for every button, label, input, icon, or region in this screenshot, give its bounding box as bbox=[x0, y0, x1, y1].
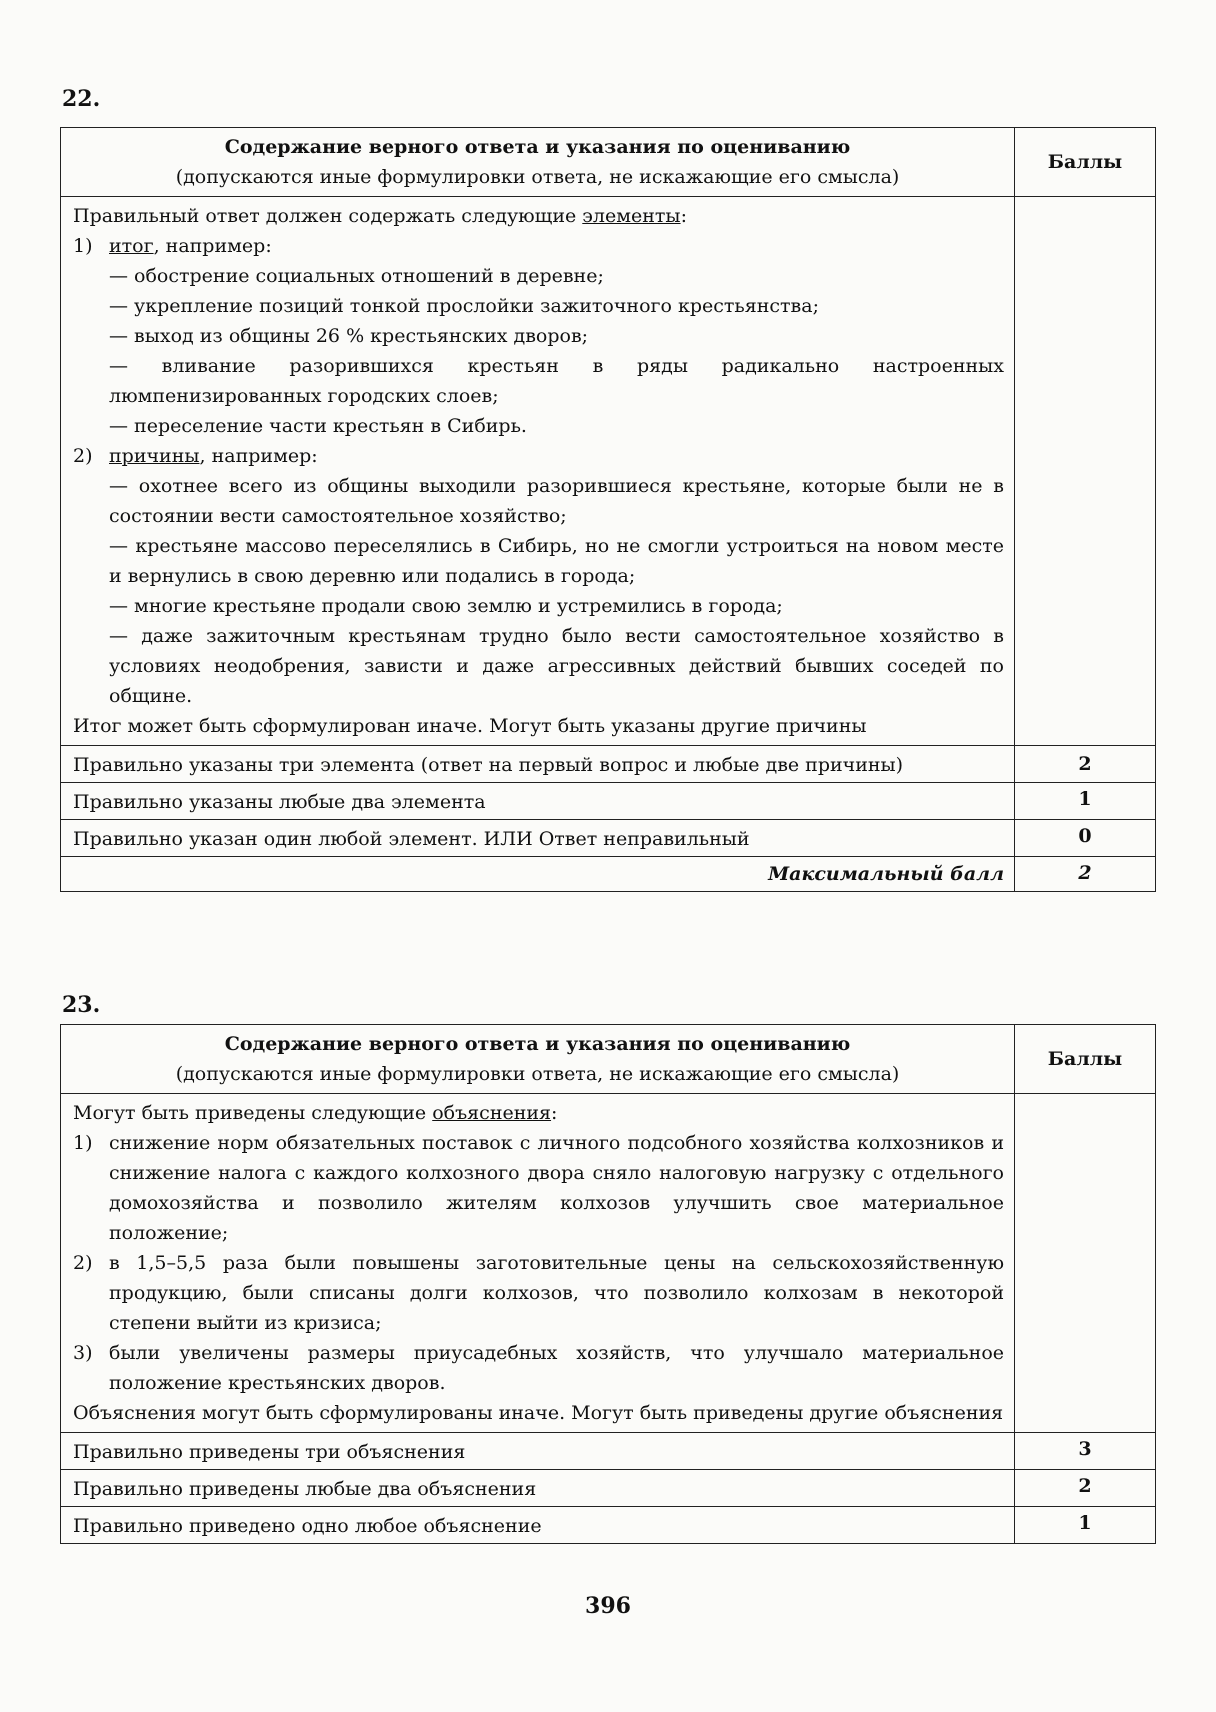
task-23-table bbox=[60, 1024, 1156, 1544]
intro-colon: : bbox=[680, 205, 687, 227]
item-number: 1) bbox=[73, 1132, 93, 1154]
intro-line bbox=[73, 201, 1004, 231]
header-points: Баллы bbox=[1015, 1025, 1156, 1094]
intro-underlined: объяснения bbox=[432, 1102, 552, 1124]
criteria-row bbox=[61, 820, 1156, 857]
criteria-points: 2 bbox=[1015, 746, 1156, 783]
answer-content-cell bbox=[61, 1094, 1015, 1433]
criteria-points: 0 bbox=[1015, 820, 1156, 857]
criteria-text: Правильно указан один любой элемент. ИЛИ Ответ неправильный bbox=[61, 820, 1015, 857]
intro-text: Могут быть приведены следующие bbox=[73, 1102, 433, 1124]
dash-line: — даже зажиточным крестьянам трудно было вести самостоятельное хозяйство в условиях неодобрения, зависти и даже агрессивных действий бывших соседей по общине. bbox=[109, 625, 1004, 707]
intro-colon: : bbox=[551, 1102, 558, 1124]
note: Объяснения могут быть сформулированы иначе. Могут быть приведены другие объяснения bbox=[73, 1402, 1004, 1424]
criteria-text: Правильно указаны любые два элемента bbox=[61, 783, 1015, 820]
header-content-cell bbox=[61, 128, 1015, 197]
header-title: Содержание верного ответа и указания по оцениванию bbox=[224, 1033, 851, 1055]
empty-points-cell bbox=[1015, 1094, 1156, 1433]
dash-line: — укрепление позиций тонкой прослойки зажиточного крестьянства; bbox=[109, 295, 819, 317]
item-number: 3) bbox=[73, 1342, 93, 1364]
table-header-row bbox=[61, 128, 1156, 197]
header-title: Содержание верного ответа и указания по оцениванию bbox=[224, 136, 851, 158]
task-22-table bbox=[60, 127, 1156, 892]
dash-line: — многие крестьяне продали свою землю и устремились в города; bbox=[109, 595, 783, 617]
criteria-text: Правильно приведены любые два объяснения bbox=[61, 1470, 1015, 1507]
answer-content-row bbox=[61, 197, 1156, 746]
criteria-text: Правильно приведены три объяснения bbox=[61, 1433, 1015, 1470]
dash-line: — крестьяне массово переселялись в Сибирь, но не смогли устроиться на новом месте и вернулись в свою деревню или подались в города; bbox=[109, 535, 1004, 587]
empty-points-cell bbox=[1015, 197, 1156, 746]
item-number: 2) bbox=[73, 445, 93, 467]
criteria-row bbox=[61, 1507, 1156, 1544]
criteria-row bbox=[61, 1470, 1156, 1507]
answer-content-row bbox=[61, 1094, 1156, 1433]
criteria-points: 3 bbox=[1015, 1433, 1156, 1470]
answer-content-cell bbox=[61, 197, 1015, 746]
table-header-row bbox=[61, 1025, 1156, 1094]
intro-line bbox=[73, 1098, 1004, 1128]
criteria-row bbox=[61, 783, 1156, 820]
list-item bbox=[73, 1128, 1004, 1248]
dash-line: — переселение части крестьян в Сибирь. bbox=[109, 415, 527, 437]
criteria-text: Правильно указаны три элемента (ответ на первый вопрос и любые две причины) bbox=[61, 746, 1015, 783]
criteria-row bbox=[61, 1433, 1156, 1470]
criteria-row bbox=[61, 746, 1156, 783]
note: Итог может быть сформулирован иначе. Могут быть указаны другие причины bbox=[73, 715, 867, 737]
intro-text: Правильный ответ должен содержать следующие bbox=[73, 205, 583, 227]
list-item bbox=[73, 231, 1004, 261]
dash-line: — охотнее всего из общины выходили разорившиеся крестьяне, которые были не в состоянии вести самостоятельное хозяйство; bbox=[109, 475, 1004, 527]
header-subtitle: (допускаются иные формулировки ответа, не искажающие его смысла) bbox=[175, 1063, 900, 1085]
header-content-cell bbox=[61, 1025, 1015, 1094]
item-suffix: , например: bbox=[153, 235, 272, 257]
header-points: Баллы bbox=[1015, 128, 1156, 197]
dash-line: — вливание разорившихся крестьян в ряды радикально настроенных люмпенизированных городских слоев; bbox=[109, 355, 1004, 407]
list-item bbox=[73, 1338, 1004, 1398]
item-text: снижение норм обязательных поставок с личного подсобного хозяйства колхозников и снижение налога с каждого колхозного двора сняло налоговую нагрузку с отдельного домохозяйства и позволило жителям колхозов улучшить свое материальное положение; bbox=[109, 1132, 1004, 1244]
item-text: в 1,5–5,5 раза были повышены заготовительные цены на сельскохозяйственную продукцию, были списаны долги колхозов, что позволило колхозам в некоторой степени выйти из кризиса; bbox=[109, 1252, 1004, 1334]
item-number: 1) bbox=[73, 235, 93, 257]
item-label: итог bbox=[109, 235, 154, 257]
item-suffix: , например: bbox=[199, 445, 318, 467]
max-score-label: Максимальный балл bbox=[61, 857, 1015, 892]
criteria-points: 1 bbox=[1015, 1507, 1156, 1544]
criteria-points: 2 bbox=[1015, 1470, 1156, 1507]
page-number: 396 bbox=[585, 1593, 631, 1619]
list-item bbox=[73, 441, 1004, 471]
intro-underlined: элементы bbox=[582, 205, 681, 227]
list-item bbox=[73, 1248, 1004, 1338]
criteria-points: 1 bbox=[1015, 783, 1156, 820]
criteria-text: Правильно приведено одно любое объяснение bbox=[61, 1507, 1015, 1544]
item-label: причины bbox=[109, 445, 200, 467]
max-score-value: 2 bbox=[1015, 857, 1156, 892]
task-22-number: 22. bbox=[62, 86, 101, 112]
dash-line: — обострение социальных отношений в деревне; bbox=[109, 265, 604, 287]
dash-line: — выход из общины 26 % крестьянских дворов; bbox=[109, 325, 589, 347]
item-number: 2) bbox=[73, 1252, 93, 1274]
header-subtitle: (допускаются иные формулировки ответа, не искажающие его смысла) bbox=[175, 166, 900, 188]
max-score-row bbox=[61, 857, 1156, 892]
item-text: были увеличены размеры приусадебных хозяйств, что улучшало материальное положение крестьянских дворов. bbox=[109, 1342, 1004, 1394]
task-23-number: 23. bbox=[62, 992, 101, 1018]
